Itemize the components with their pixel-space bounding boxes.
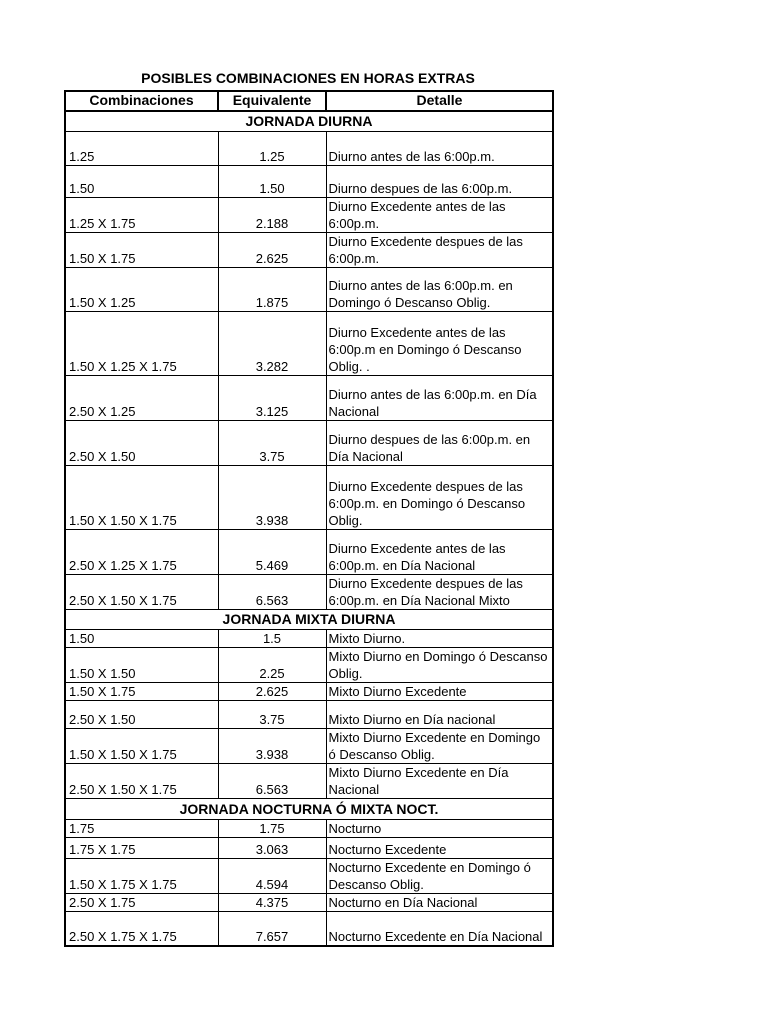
equivalent-cell: 3.938 [218, 466, 326, 530]
detail-cell: Mixto Diurno Excedente en Domingo ó Descanso Oblig. [326, 729, 553, 764]
combination-cell: 2.50 X 1.50 [65, 701, 218, 729]
equivalent-cell: 3.938 [218, 729, 326, 764]
detail-cell: Diurno antes de las 6:00p.m. en Día Nacional [326, 376, 553, 421]
combination-cell: 2.50 X 1.75 [65, 894, 218, 912]
table-row [65, 701, 553, 729]
equivalent-cell: 7.657 [218, 912, 326, 947]
combination-cell: 1.50 X 1.25 X 1.75 [65, 312, 218, 376]
equivalent-cell: 6.563 [218, 575, 326, 610]
table-row [65, 132, 553, 166]
equivalent-cell: 1.25 [218, 132, 326, 166]
detail-cell: Diurno despues de las 6:00p.m. [326, 166, 553, 198]
table-row [65, 421, 553, 466]
section-header [65, 799, 553, 820]
detail-cell: Diurno Excedente antes de las 6:00p.m en Domingo ó Descanso Oblig. . [326, 312, 553, 376]
detail-cell: Mixto Diurno Excedente en Día Nacional [326, 764, 553, 799]
header-detalle: Detalle [326, 91, 553, 111]
table-body [65, 91, 553, 946]
combination-cell: 2.50 X 1.50 X 1.75 [65, 764, 218, 799]
section-header [65, 610, 553, 630]
table-row [65, 166, 553, 198]
combination-cell: 2.50 X 1.75 X 1.75 [65, 912, 218, 947]
equivalent-cell: 1.75 [218, 820, 326, 838]
detail-cell: Diurno Excedente despues de las 6:00p.m. en Día Nacional Mixto [326, 575, 553, 610]
combination-cell: 1.75 X 1.75 [65, 838, 218, 859]
equivalent-cell: 1.875 [218, 268, 326, 312]
combination-cell: 1.50 X 1.75 [65, 683, 218, 701]
equivalent-cell: 4.594 [218, 859, 326, 894]
equivalent-cell: 3.75 [218, 421, 326, 466]
table-row [65, 268, 553, 312]
combination-cell: 1.75 [65, 820, 218, 838]
combination-cell: 2.50 X 1.50 [65, 421, 218, 466]
combination-cell: 1.50 X 1.75 X 1.75 [65, 859, 218, 894]
detail-cell: Nocturno Excedente en Domingo ó Descanso Oblig. [326, 859, 553, 894]
section-title: JORNADA NOCTURNA Ó MIXTA NOCT. [65, 799, 553, 820]
detail-cell: Diurno Excedente despues de las 6:00p.m. en Domingo ó Descanso Oblig. [326, 466, 553, 530]
equivalent-cell: 6.563 [218, 764, 326, 799]
table-row [65, 912, 553, 947]
table-row [65, 198, 553, 233]
equivalent-cell: 2.625 [218, 683, 326, 701]
equivalent-cell: 1.50 [218, 166, 326, 198]
table-row [65, 683, 553, 701]
page-title: POSIBLES COMBINACIONES EN HORAS EXTRAS [141, 70, 475, 86]
detail-cell: Diurno despues de las 6:00p.m. en Día Nacional [326, 421, 553, 466]
equivalent-cell: 5.469 [218, 530, 326, 575]
combination-cell: 1.50 X 1.50 X 1.75 [65, 466, 218, 530]
table-row [65, 233, 553, 268]
combination-cell: 1.50 X 1.75 [65, 233, 218, 268]
combination-cell: 1.50 X 1.50 X 1.75 [65, 729, 218, 764]
combination-cell: 1.50 [65, 166, 218, 198]
combination-cell: 1.25 X 1.75 [65, 198, 218, 233]
combination-cell: 1.25 [65, 132, 218, 166]
combination-cell: 2.50 X 1.25 [65, 376, 218, 421]
table-row [65, 894, 553, 912]
equivalent-cell: 3.063 [218, 838, 326, 859]
header-row [65, 91, 553, 111]
overtime-table [64, 90, 554, 947]
section-title: JORNADA MIXTA DIURNA [65, 610, 553, 630]
section-header [65, 111, 553, 132]
detail-cell: Mixto Diurno en Domingo ó Descanso Oblig. [326, 648, 553, 683]
combination-cell: 2.50 X 1.25 X 1.75 [65, 530, 218, 575]
detail-cell: Nocturno Excedente [326, 838, 553, 859]
equivalent-cell: 1.5 [218, 630, 326, 648]
equivalent-cell: 4.375 [218, 894, 326, 912]
table-row [65, 859, 553, 894]
header-combinaciones: Combinaciones [65, 91, 218, 111]
detail-cell: Mixto Diurno. [326, 630, 553, 648]
combination-cell: 1.50 [65, 630, 218, 648]
table-row [65, 530, 553, 575]
detail-cell: Mixto Diurno en Día nacional [326, 701, 553, 729]
equivalent-cell: 2.625 [218, 233, 326, 268]
detail-cell: Nocturno Excedente en Día Nacional [326, 912, 553, 947]
detail-cell: Mixto Diurno Excedente [326, 683, 553, 701]
detail-cell: Diurno Excedente antes de las 6:00p.m. [326, 198, 553, 233]
header-equivalente: Equivalente [218, 91, 326, 111]
combination-cell: 1.50 X 1.50 [65, 648, 218, 683]
detail-cell: Nocturno en Día Nacional [326, 894, 553, 912]
table-row [65, 838, 553, 859]
equivalent-cell: 2.188 [218, 198, 326, 233]
equivalent-cell: 2.25 [218, 648, 326, 683]
detail-cell: Nocturno [326, 820, 553, 838]
detail-cell: Diurno antes de las 6:00p.m. en Domingo ó Descanso Oblig. [326, 268, 553, 312]
table-row [65, 729, 553, 764]
table-row [65, 764, 553, 799]
table-row [65, 648, 553, 683]
table-row [65, 312, 553, 376]
table-row [65, 466, 553, 530]
table-row [65, 820, 553, 838]
equivalent-cell: 3.125 [218, 376, 326, 421]
detail-cell: Diurno antes de las 6:00p.m. [326, 132, 553, 166]
table-row [65, 630, 553, 648]
equivalent-cell: 3.75 [218, 701, 326, 729]
combination-cell: 1.50 X 1.25 [65, 268, 218, 312]
section-title: JORNADA DIURNA [65, 111, 553, 132]
detail-cell: Diurno Excedente antes de las 6:00p.m. en Día Nacional [326, 530, 553, 575]
detail-cell: Diurno Excedente despues de las 6:00p.m. [326, 233, 553, 268]
table-row [65, 575, 553, 610]
equivalent-cell: 3.282 [218, 312, 326, 376]
table-row [65, 376, 553, 421]
combination-cell: 2.50 X 1.50 X 1.75 [65, 575, 218, 610]
